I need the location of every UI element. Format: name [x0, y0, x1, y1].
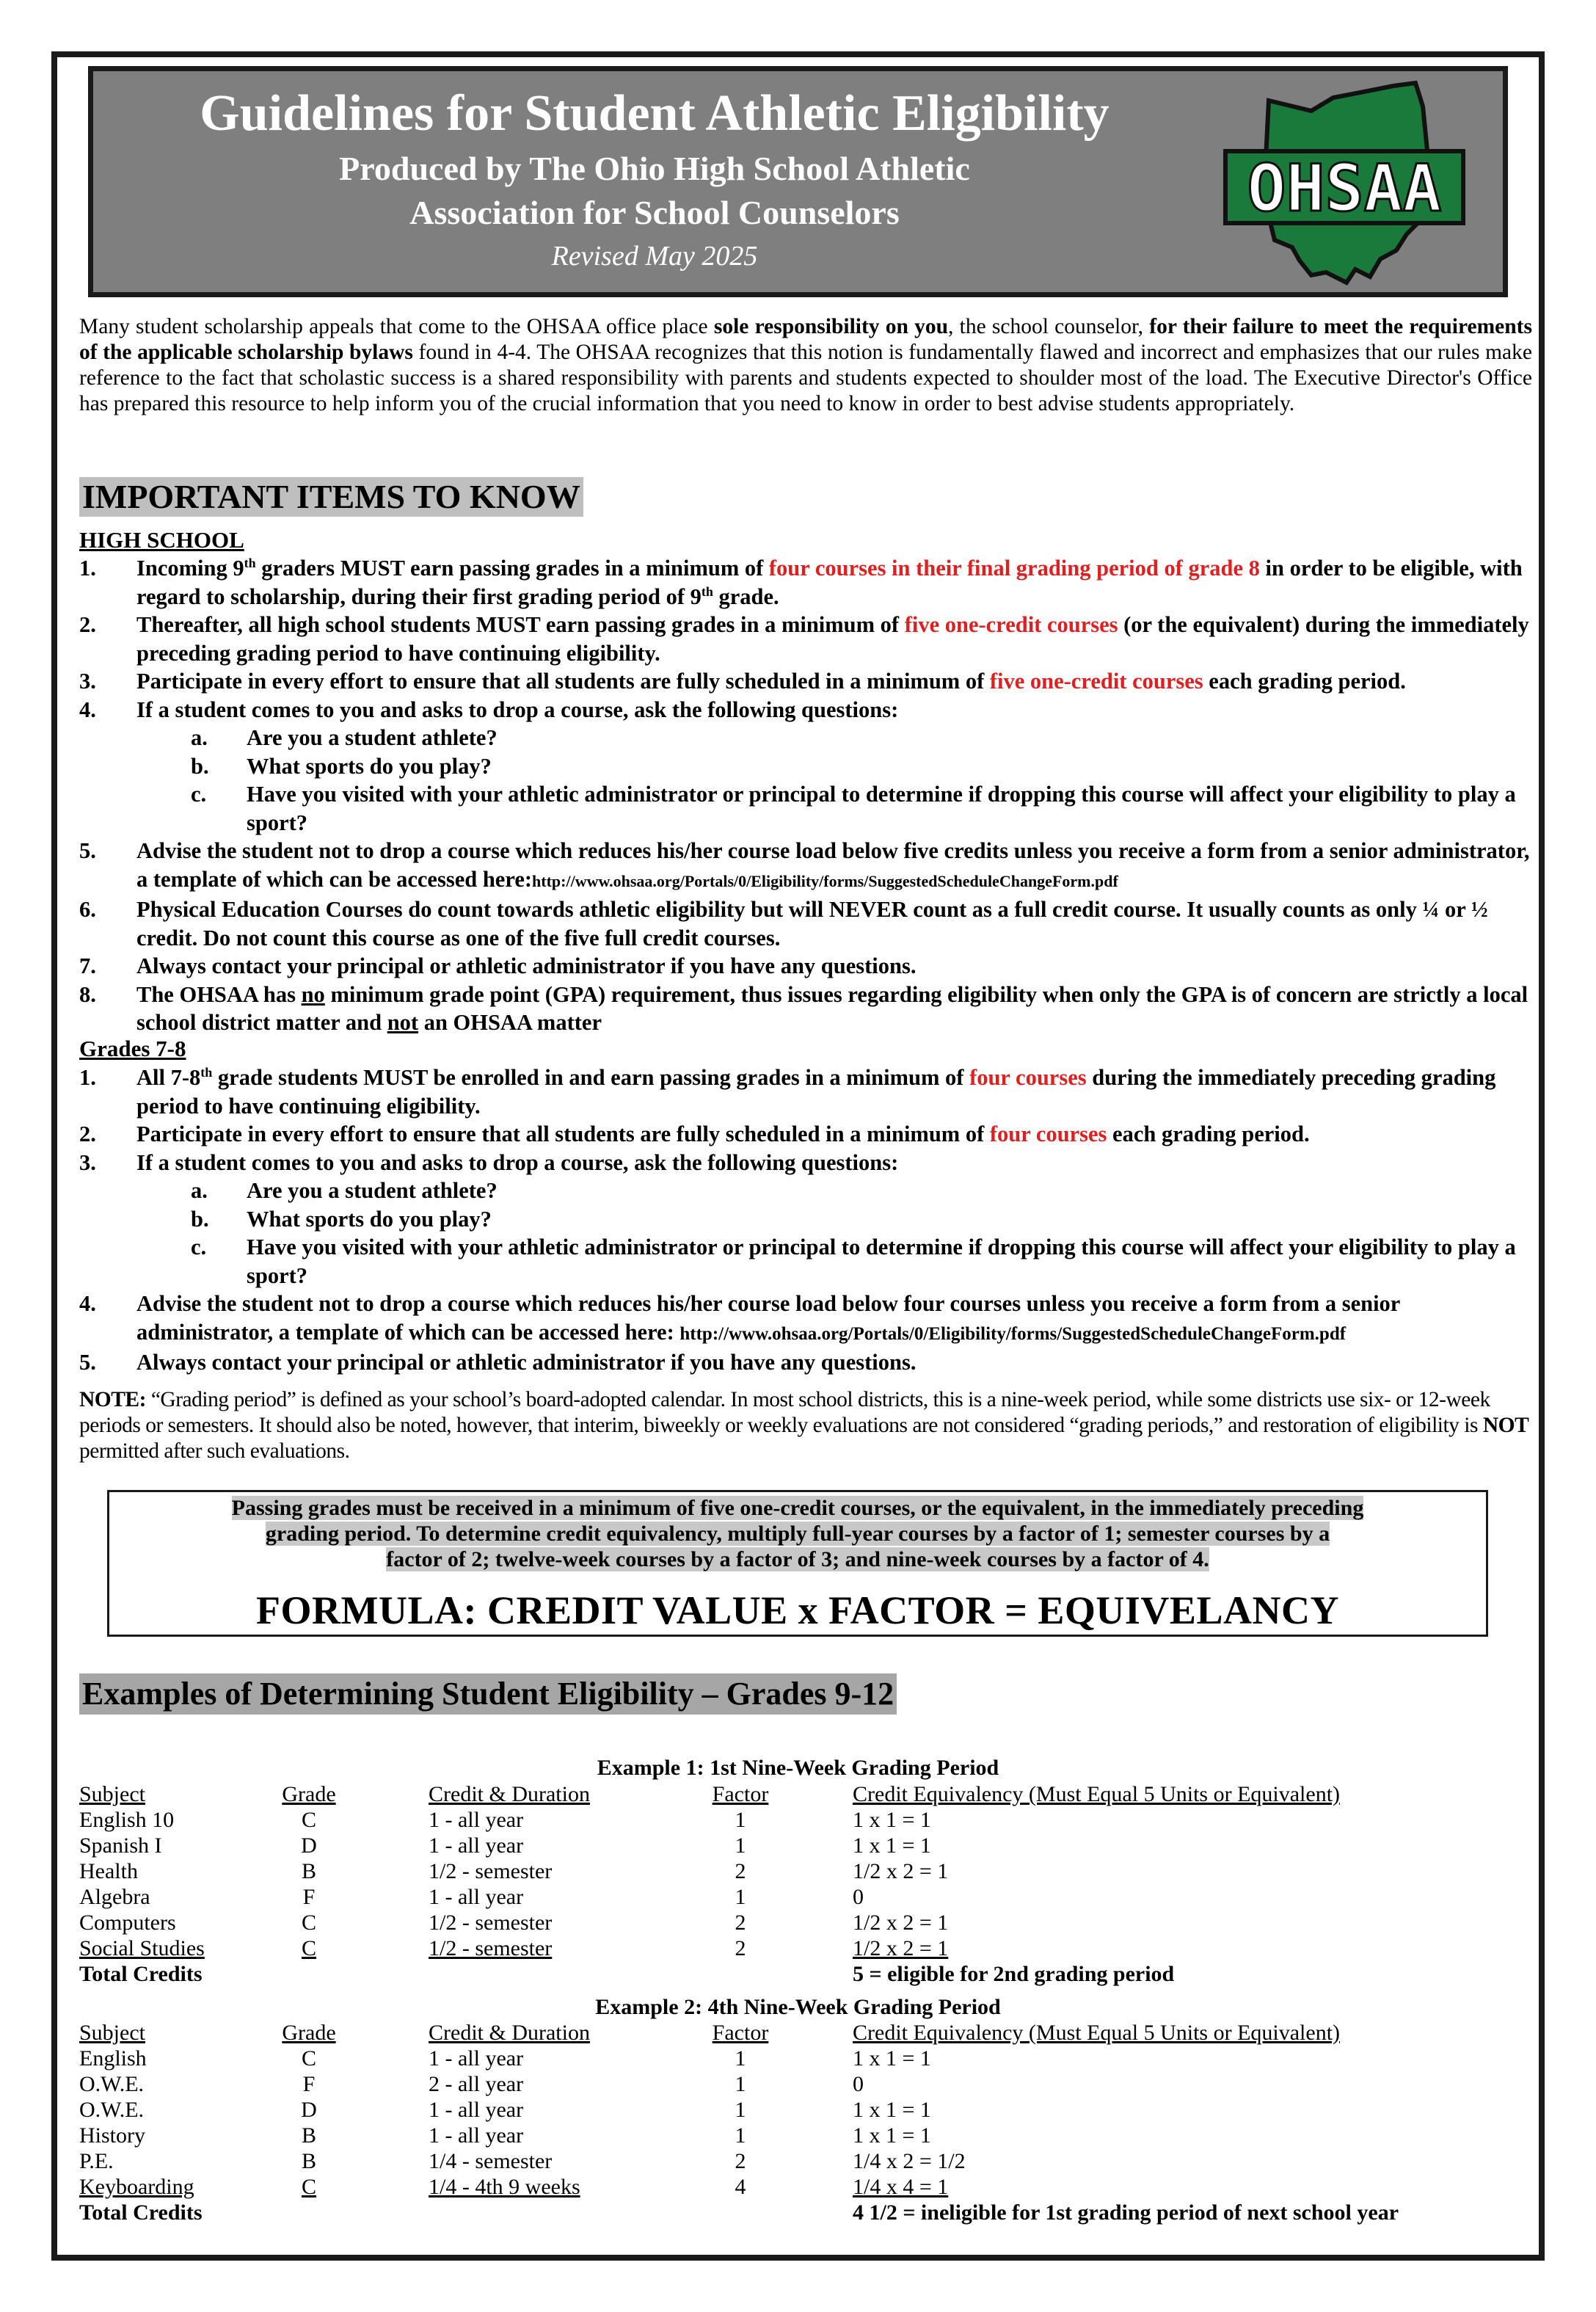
grades-7-8-label: Grades 7-8	[79, 1036, 186, 1061]
list-item: 2. Participate in every effort to ensure that all students are fully scheduled in a minimum of four courses each grading period.	[79, 1122, 1310, 1146]
important-items-heading: IMPORTANT ITEMS TO KNOW	[79, 477, 583, 517]
high-school-list	[79, 554, 1539, 1037]
question-item: a. Are you a student athlete?	[191, 1178, 498, 1203]
subtitle-line-1: Produced by The Ohio High School Athletic	[339, 150, 970, 187]
high-school-label: HIGH SCHOOL	[79, 527, 244, 553]
question-item: c. Have you visited with your athletic administrator or principal to determine if dropping this course will affect your eligibility to play a sport?	[191, 782, 1516, 835]
revised-date: Revised May 2025	[551, 241, 758, 272]
example-1-title: Example 1: 1st Nine-Week Grading Period	[597, 1756, 999, 1780]
list-item: 3. If a student comes to you and asks to drop a course, ask the following questions:	[79, 1149, 899, 1175]
question-item: c. Have you visited with your athletic administrator or principal to determine if dropping this course will affect your eligibility to play a sport?	[191, 1235, 1516, 1288]
list-item: 4. If a student comes to you and asks to drop a course, ask the following questions:	[79, 697, 899, 722]
grades-7-8-list	[79, 1064, 1539, 1377]
question-item: a. Are you a student athlete?	[191, 725, 498, 750]
list-item: 7. Always contact your principal or athletic administrator if you have any questions.	[79, 953, 917, 978]
question-item: b. What sports do you play?	[191, 1206, 492, 1232]
list-item: 6. Physical Education Courses do count towards athletic eligibility but will NEVER count as a full credit course. It usually counts as only ¼ or ½ credit. Do not count this course as one of the five full credit courses.	[79, 897, 1488, 950]
list-item: 1. Incoming 9th graders MUST earn passing grades in a minimum of four courses in their final grading period of grade 8 in order to be eligible, with regard to scholarship, during their first grading period of 9th grade.	[79, 555, 1523, 609]
schedule-change-form-link[interactable]: http://www.ohsaa.org/Portals/0/Eligibility/forms/SuggestedScheduleChangeForm.pdf	[679, 1323, 1347, 1344]
subtitle-line-2: Association for School Counselors	[409, 194, 900, 231]
example-2-title: Example 2: 4th Nine-Week Grading Period	[595, 1995, 1001, 2019]
list-item: 1. All 7-8th grade students MUST be enrolled in and earn passing grades in a minimum of four courses during the immediately preceding grading period to have continuing eligibility.	[79, 1064, 1496, 1119]
ohsaa-ohio-logo	[1223, 77, 1495, 291]
list-item: 3. Participate in every effort to ensure that all students are fully scheduled in a minimum of five one-credit courses each grading period.	[79, 669, 1406, 694]
question-item: b. What sports do you play?	[191, 753, 492, 779]
formula-box	[107, 1490, 1488, 1637]
intro-paragraph: Many student scholarship appeals that come to the OHSAA office place sole responsibility on you, the school counselor, for their failure to meet the requirements of the applicable scholarship bylaws found in 4-4. The OHSAA recognizes that this notion is fundamentally flawed and incorrect and emphasizes that our rules make reference to the fact that scholastic success is a shared responsibility with parents and students expected to shoulder most of the load. The Executive Director's Office has prepared this resource to help inform you of the crucial information that you need to know in order to best advise students appropriately.	[79, 315, 1532, 415]
logo-text: OHSAA	[1247, 150, 1442, 226]
list-item: 5. Advise the student not to drop a course which reduces his/her course load below five credits unless you receive a form from a senior administrator, a template of which can be accessed here:http://www.ohsaa.org/Portals/0/Eligibility/forms/SuggestedScheduleChangeForm.pdf	[79, 838, 1530, 892]
list-item: 8. The OHSAA has no minimum grade point (GPA) requirement, thus issues regarding eligibility when only the GPA is of concern are strictly a local school district matter and not an OHSAA matter	[79, 981, 1528, 1035]
schedule-change-form-link[interactable]: http://www.ohsaa.org/Portals/0/Eligibility/forms/SuggestedScheduleChangeForm.pdf	[532, 871, 1118, 890]
list-item: 5. Always contact your principal or athletic administrator if you have any questions.	[79, 1350, 917, 1375]
examples-heading: Examples of Determining Student Eligibility – Grades 9-12	[79, 1673, 897, 1715]
formula-text: FORMULA: CREDIT VALUE x FACTOR = EQUIVELANCY	[256, 1588, 1339, 1632]
passing-grades-text: Passing grades must be received in a minimum of five one-credit courses, or the equivalent, in the immediately preceding grading period. To determine credit equivalency, multiply full-year courses by a factor of 1; semester courses by a factor of 2; twelve-week courses by a factor of 3; and nine-week courses by a factor of 4.	[231, 1496, 1364, 1571]
header-banner	[88, 66, 1508, 297]
grading-period-note: NOTE: “Grading period” is defined as your school’s board-adopted calendar. In most school districts, this is a nine-week period, while some districts use six- or 12-week periods or semesters. It should also be noted, however, that interim, biweekly or weekly evaluations are not considered “grading periods,” and restoration of eligibility is NOT permitted after such evaluations.	[79, 1388, 1529, 1463]
list-item: 2. Thereafter, all high school students MUST earn passing grades in a minimum of five one-credit courses (or the equivalent) during the immediately preceding grading period to have continuing eligibility.	[79, 612, 1529, 666]
list-item: 4. Advise the student not to drop a course which reduces his/her course load below four courses unless you receive a form from a senior administrator, a template of which can be accessed here: http://www.ohsaa.org/Portals/0/Eligibility/forms/SuggestedScheduleChangeForm.pdf	[79, 1291, 1400, 1345]
page-title: Guidelines for Student Athletic Eligibility	[200, 85, 1109, 142]
